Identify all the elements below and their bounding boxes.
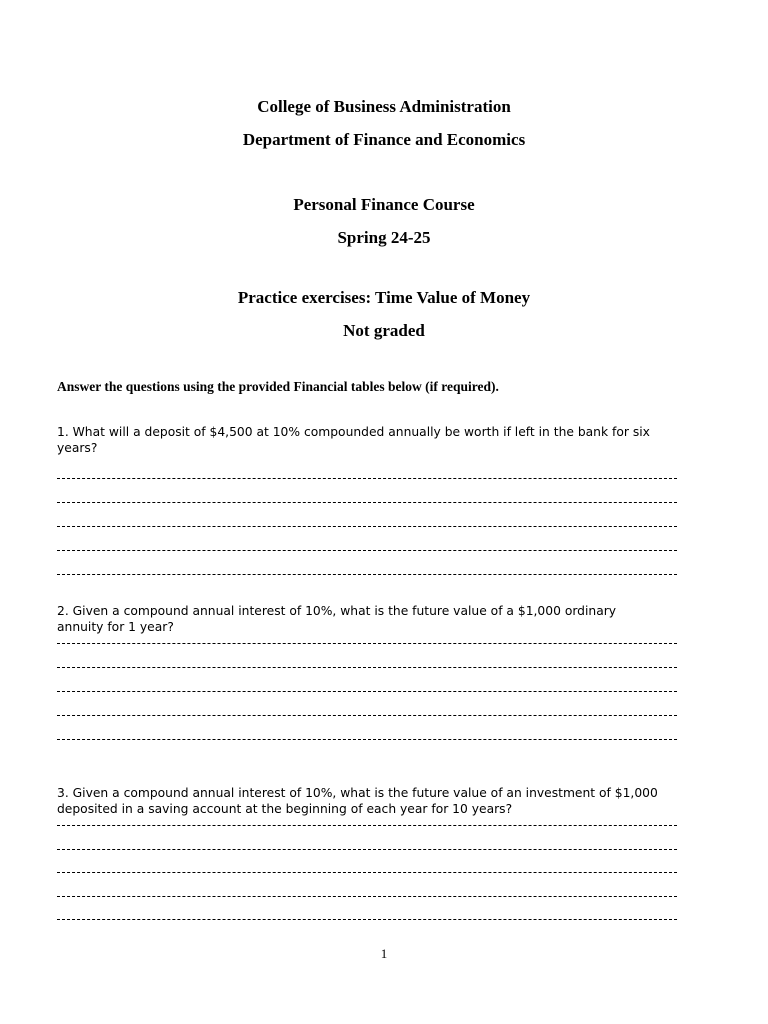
question-3-line-2: deposited in a saving account at the beginning of each year for 10 years? (57, 802, 513, 816)
answer-line (57, 715, 677, 716)
answer-line (57, 478, 677, 479)
question-2 (57, 603, 697, 635)
instructions: Answer the questions using the provided Financial tables below (if required). (57, 379, 499, 394)
answer-line (57, 739, 677, 740)
question-1-line-1: 1. What will a deposit of $4,500 at 10% compounded annually be worth if left in the bank for six (57, 425, 650, 439)
exercise-title: Practice exercises: Time Value of Money (237, 288, 531, 307)
answer-line (57, 526, 677, 527)
question-3 (57, 785, 697, 817)
answer-line (57, 691, 677, 692)
answer-line (57, 896, 677, 897)
answer-line (57, 825, 677, 826)
question-1 (57, 424, 697, 456)
answer-line (57, 502, 677, 503)
question-2-line-1: 2. Given a compound annual interest of 10%, what is the future value of a $1,000 ordinary (57, 604, 617, 618)
question-2-line-2: annuity for 1 year? (57, 620, 174, 634)
answer-line (57, 872, 677, 873)
department-name: Department of Finance and Economics (242, 130, 526, 149)
answer-line (57, 574, 677, 575)
course-name: Personal Finance Course (293, 195, 475, 214)
term: Spring 24-25 (337, 228, 431, 247)
question-3-line-1: 3. Given a compound annual interest of 10%, what is the future value of an investment of $1,000 (57, 786, 658, 800)
page-number: 1 (380, 946, 388, 961)
answer-line (57, 849, 677, 850)
answer-line (57, 550, 677, 551)
answer-line (57, 643, 677, 644)
answer-line (57, 919, 677, 920)
college-name: College of Business Administration (257, 97, 511, 116)
answer-line (57, 667, 677, 668)
question-1-line-2: years? (57, 441, 98, 455)
grading-note: Not graded (343, 321, 425, 340)
